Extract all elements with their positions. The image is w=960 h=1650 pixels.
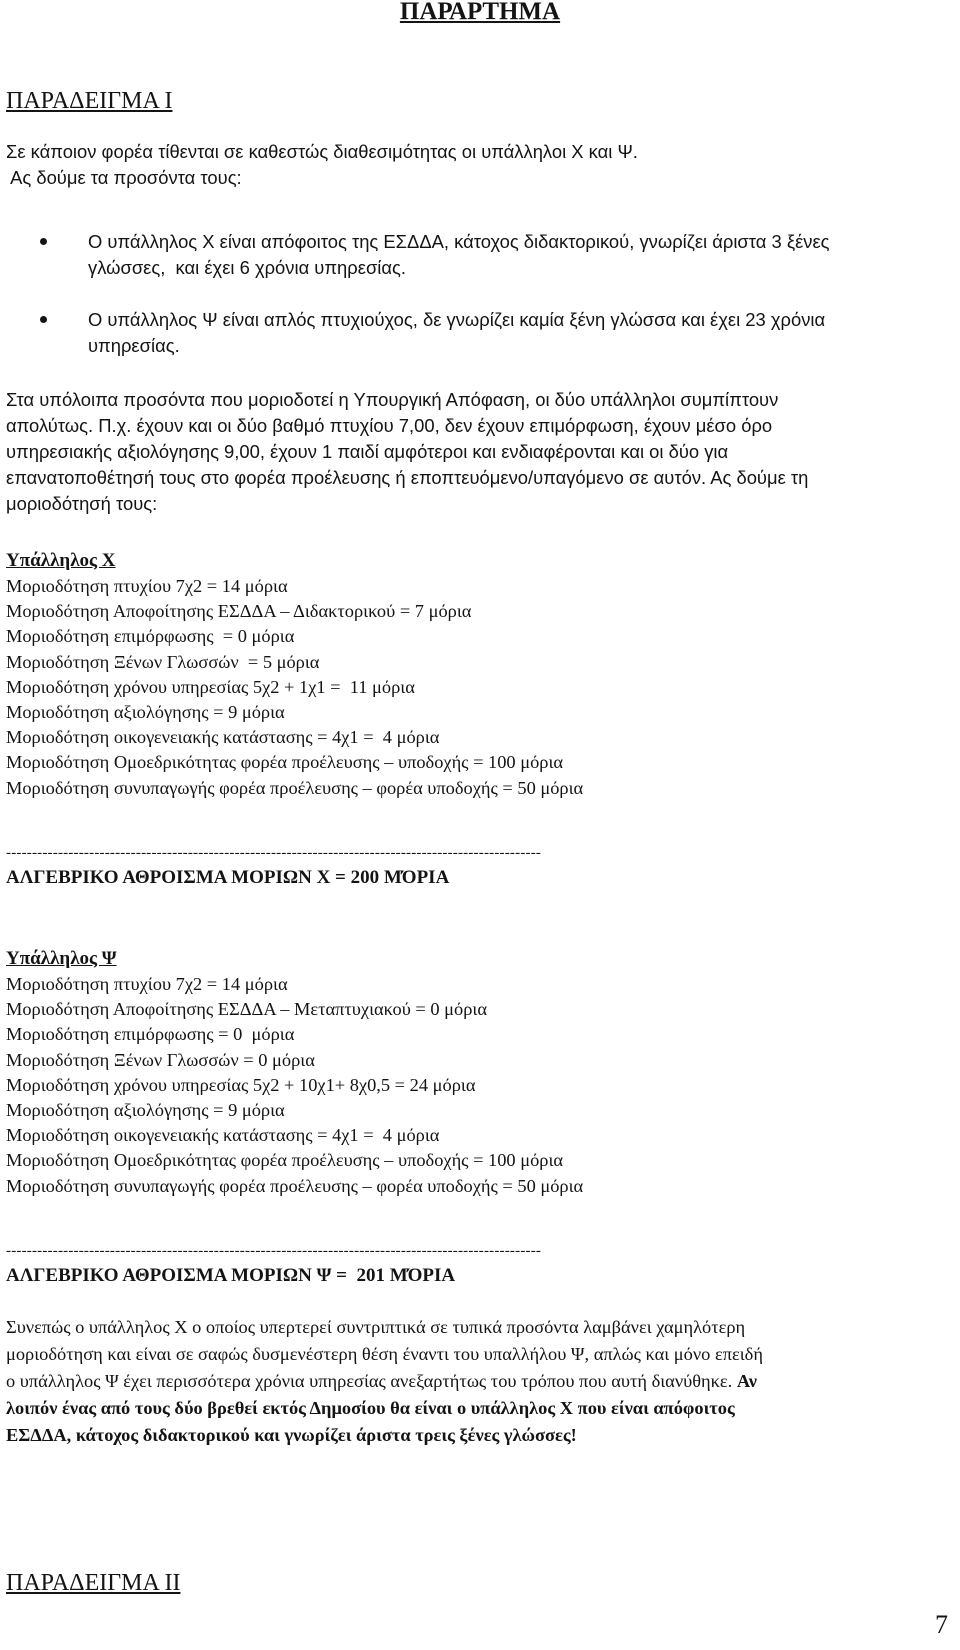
employee-x-total: ΑΛΓΕΒΡΙΚΟ ΑΘΡΟΙΣΜΑ ΜΟΡΙΩΝ Χ = 200 ΜΌΡΙΑ <box>6 867 450 888</box>
body-paragraph-line: υπηρεσιακής αξιολόγησης 9,00, έχουν 1 παιδί αμφότεροι και ενδιαφέρονται και οι δύο για <box>6 441 729 462</box>
bullet-text-line: γλώσσες, και έχει 6 χρόνια υπηρεσίας. <box>88 257 406 278</box>
example-2-heading: ΠΑΡΑΔΕΙΓΜΑ ΙΙ <box>6 1570 181 1596</box>
body-paragraph-line: απολύτως. Π.χ. έχουν και οι δύο βαθμό πτυχίου 7,00, δεν έχουν επιμόρφωση, έχουν μέσο όρο <box>6 415 773 436</box>
employee-psi-title: Υπάλληλος Ψ <box>6 948 117 969</box>
body-paragraph-line: μοριοδότησή τους: <box>6 493 158 514</box>
bullet-text-line: υπηρεσίας. <box>88 335 180 356</box>
page-title: ΠΑΡΑΡΤΗΜΑ <box>399 0 561 25</box>
body-paragraph-line: Στα υπόλοιπα προσόντα που μοριοδοτεί η Υπουργική Απόφαση, οι δύο υπάλληλοι συμπίπτουν <box>6 389 779 410</box>
employee-psi-score-line: Μοριοδότηση χρόνου υπηρεσίας 5χ2 + 10χ1+ 8χ0,5 = 24 μόρια <box>6 1074 476 1095</box>
employee-x-title: Υπάλληλος Χ <box>6 550 116 571</box>
example-1-heading: ΠΑΡΑΔΕΙΓΜΑ Ι <box>6 88 173 114</box>
conclusion-emphasis-line: λοιπόν ένας από τους δύο βρεθεί εκτός Δημοσίου θα είναι ο υπάλληλος Χ που είναι απόφοιτος <box>6 1398 735 1418</box>
separator-line: ------------------------------------------------------------------------------------------------------- <box>6 1243 542 1259</box>
conclusion-line <box>6 1368 941 1395</box>
employee-x-score-line: Μοριοδότηση χρόνου υπηρεσίας 5χ2 + 1χ1 = 11 μόρια <box>6 676 415 697</box>
conclusion-line: Συνεπώς ο υπάλληλος Χ ο οποίος υπερτερεί συντριπτικά σε τυπικά προσόντα λαμβάνει χαμηλότερη <box>6 1317 746 1337</box>
body-paragraph-line: επανατοποθέτησή τους στο φορέα προέλευσης ή εποπτευόμενο/υπαγόμενο σε αυτόν. Ας δούμε τη <box>6 467 809 488</box>
employee-psi-score-line: Μοριοδότηση Ξένων Γλωσσών = 0 μόρια <box>6 1049 315 1070</box>
employee-x-score-line: Μοριοδότηση Αποφοίτησης ΕΣΔΔΑ – Διδακτορικού = 7 μόρια <box>6 601 472 622</box>
employee-psi-score-line: Μοριοδότηση οικογενειακής κατάστασης = 4χ1 = 4 μόρια <box>6 1125 440 1146</box>
employee-x-score-line: Μοριοδότηση Ξένων Γλωσσών = 5 μόρια <box>6 651 320 672</box>
intro-line-1: Σε κάποιον φορέα τίθενται σε καθεστώς διαθεσιμότητας οι υπάλληλοι Χ και Ψ. <box>6 141 638 162</box>
conclusion-line: μοριοδότηση και είναι σε σαφώς δυσμενέστερη θέση έναντι του υπαλλήλου Ψ, απλώς και μόνο επειδή <box>6 1344 763 1364</box>
conclusion-emphasis-line: ΕΣΔΔΑ, κάτοχος διδακτορικού και γνωρίζει άριστα τρεις ξένες γλώσσες! <box>6 1425 577 1445</box>
conclusion-emphasis: Αν <box>736 1371 757 1391</box>
employee-psi-score-line: Μοριοδότηση Ομοεδρικότητας φορέα προέλευσης – υποδοχής = 100 μόρια <box>6 1150 564 1171</box>
bullet-text-line: Ο υπάλληλος Χ είναι απόφοιτος της ΕΣΔΔΑ, κάτοχος διδακτορικού, γνωρίζει άριστα 3 ξένες <box>88 231 830 252</box>
employee-psi-score-line: Μοριοδότηση Αποφοίτησης ΕΣΔΔΑ – Μεταπτυχιακού = 0 μόρια <box>6 999 488 1020</box>
employee-x-score-line: Μοριοδότηση αξιολόγησης = 9 μόρια <box>6 701 285 722</box>
employee-x-score-line: Μοριοδότηση επιμόρφωσης = 0 μόρια <box>6 626 295 647</box>
employee-x-score-line: Μοριοδότηση Ομοεδρικότητας φορέα προέλευσης – υποδοχής = 100 μόρια <box>6 752 564 773</box>
employee-psi-score-line: Μοριοδότηση πτυχίου 7χ2 = 14 μόρια <box>6 974 288 994</box>
separator-line: ------------------------------------------------------------------------------------------------------- <box>6 845 542 861</box>
employee-x-section <box>6 548 936 801</box>
bullet-text-line: Ο υπάλληλος Ψ είναι απλός πτυχιούχος, δε γνωρίζει καμία ξένη γλώσσα και έχει 23 χρόνια <box>88 309 826 330</box>
bullet-icon <box>40 316 47 323</box>
employee-psi-total: ΑΛΓΕΒΡΙΚΟ ΑΘΡΟΙΣΜΑ ΜΟΡΙΩΝ Ψ = 201 ΜΌΡΙΑ <box>6 1265 456 1286</box>
intro-line-2: Ας δούμε τα προσόντα τους: <box>6 167 242 188</box>
employee-psi-section <box>6 946 936 1199</box>
employee-x-score-line: Μοριοδότηση συνυπαγωγής φορέα προέλευσης – φορέα υποδοχής = 50 μόρια <box>6 777 584 798</box>
employee-psi-score-line: Μοριοδότηση συνυπαγωγής φορέα προέλευσης – φορέα υποδοχής = 50 μόρια <box>6 1175 584 1196</box>
conclusion-text: ο υπάλληλος Ψ έχει περισσότερα χρόνια υπηρεσίας ανεξαρτήτως του τρόπου που αυτή διανύθηκε. <box>6 1371 737 1391</box>
employee-psi-score-line: Μοριοδότηση αξιολόγησης = 9 μόρια <box>6 1099 285 1120</box>
employee-psi-score-line: Μοριοδότηση επιμόρφωσης = 0 μόρια <box>6 1024 295 1045</box>
employee-x-score-line: Μοριοδότηση οικογενειακής κατάστασης = 4χ1 = 4 μόρια <box>6 727 440 748</box>
bullet-icon <box>40 238 47 245</box>
page-number: 7 <box>935 1610 948 1639</box>
employee-x-score-line: Μοριοδότηση πτυχίου 7χ2 = 14 μόρια <box>6 576 288 596</box>
